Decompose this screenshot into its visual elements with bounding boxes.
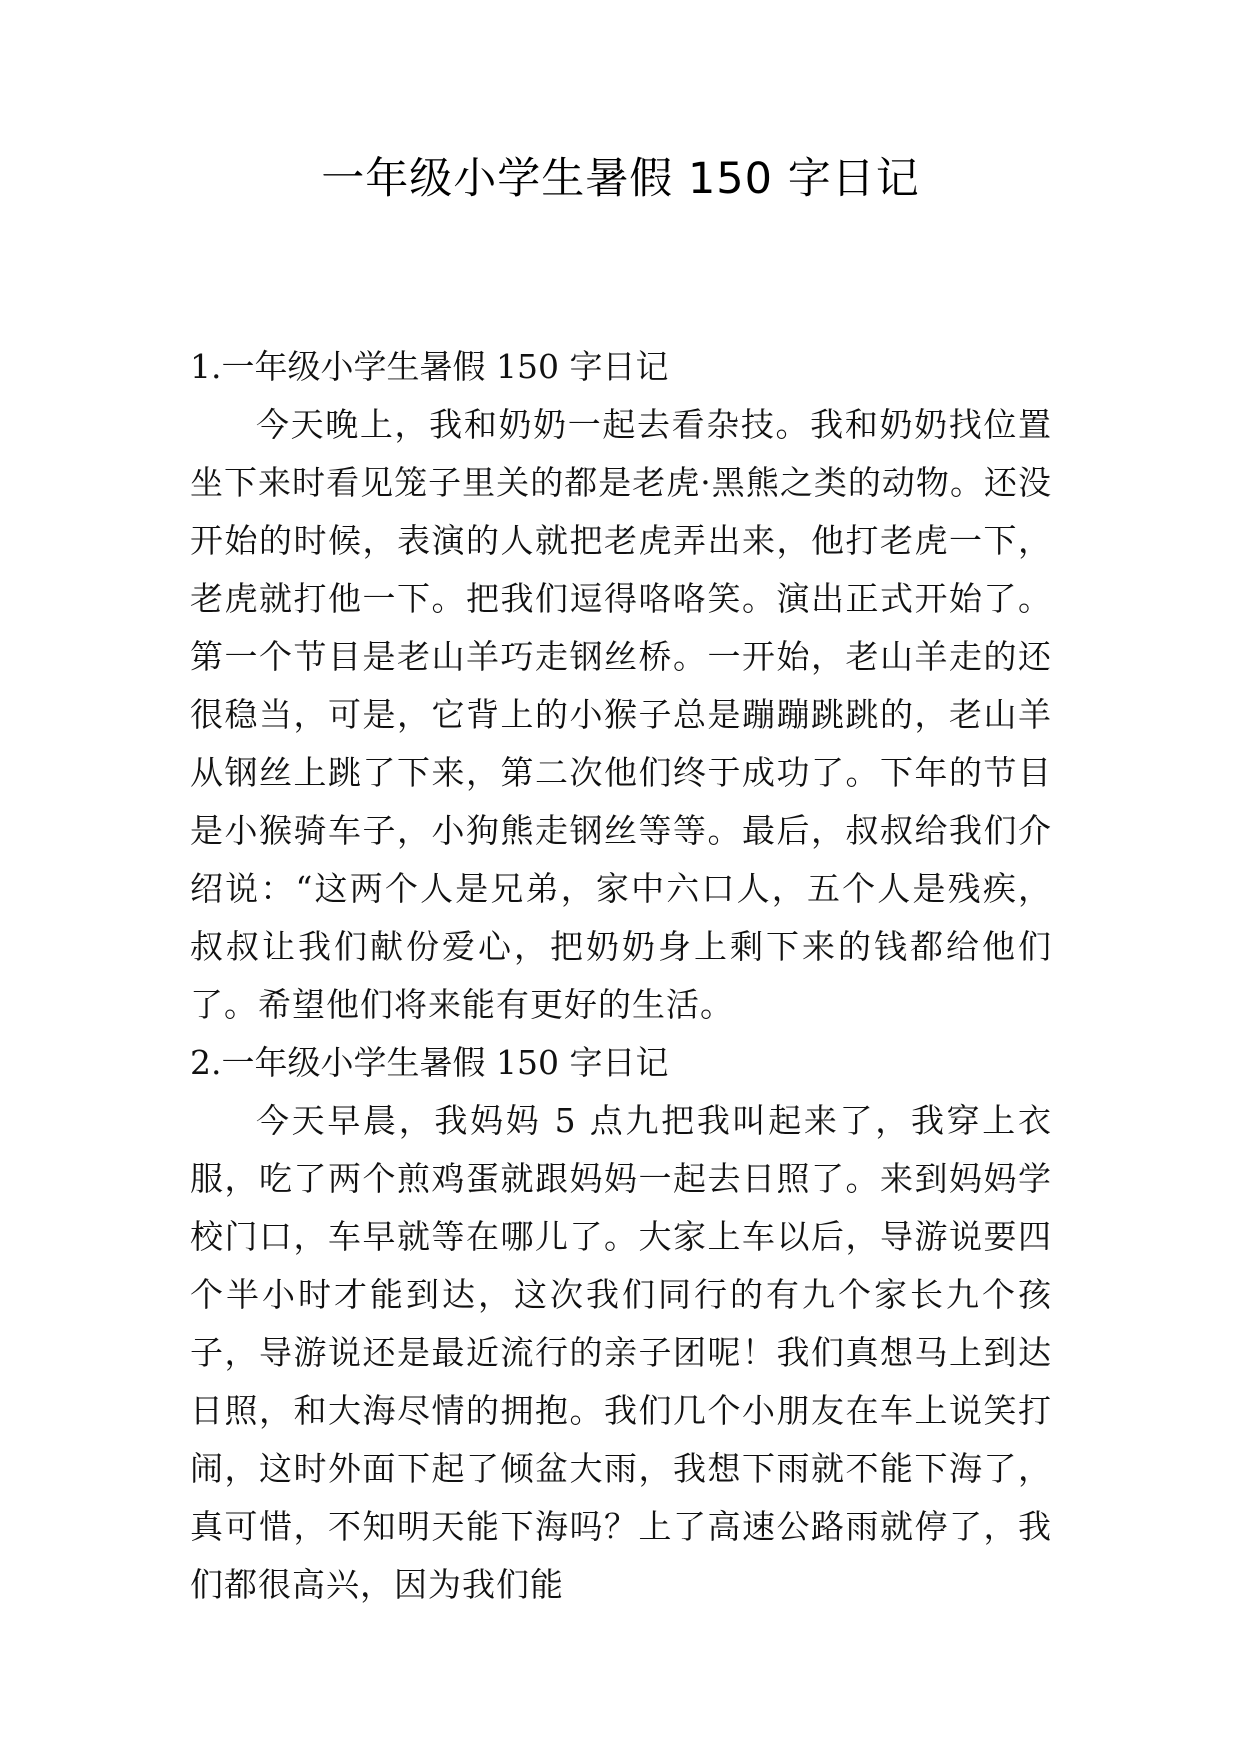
section-1-paragraph: 今天晚上，我和奶奶一起去看杂技。我和奶奶找位置坐下来时看见笼子里关的都是老虎·黑熊之类的动物。还没开始的时候，表演的人就把老虎弄出来，他打老虎一下，老虎就打他一下。把我们逗得咯咯笑。演出正式开始了。第一个节目是老山羊巧走钢丝桥。一开始，老山羊走的还很稳当，可是，它背上的小猴子总是蹦蹦跳跳的，老山羊从钢丝上跳了下来，第二次他们终于成功了。下年的节目是小猴骑车子，小狗熊走钢丝等等。最后，叔叔给我们介绍说：“这两个人是兄弟，家中六口人，五个人是残疾，叔叔让我们献份爱心，把奶奶身上剩下来的钱都给他们了。希望他们将来能有更好的生活。 xyxy=(190,405,1052,1024)
section-2-heading: 2.一年级小学生暑假 150 字日记 xyxy=(190,1043,669,1082)
section-2-paragraph: 今天早晨，我妈妈 5 点九把我叫起来了，我穿上衣服，吃了两个煎鸡蛋就跟妈妈一起去日照了。来到妈妈学校门口，车早就等在哪儿了。大家上车以后，导游说要四个半小时才能到达，这次我们同行的有九个家长九个孩子，导游说还是最近流行的亲子团呢！我们真想马上到达日照，和大海尽情的拥抱。我们几个小朋友在车上说笑打闹，这时外面下起了倾盆大雨，我想下雨就不能下海了，真可惜，不知明天能下海吗？上了高速公路雨就停了，我们都很高兴，因为我们能 xyxy=(190,1101,1052,1604)
document-title: 一年级小学生暑假 150 字日记 xyxy=(321,154,920,204)
section-1-heading: 1.一年级小学生暑假 150 字日记 xyxy=(190,347,669,386)
document-body xyxy=(190,338,1052,1614)
